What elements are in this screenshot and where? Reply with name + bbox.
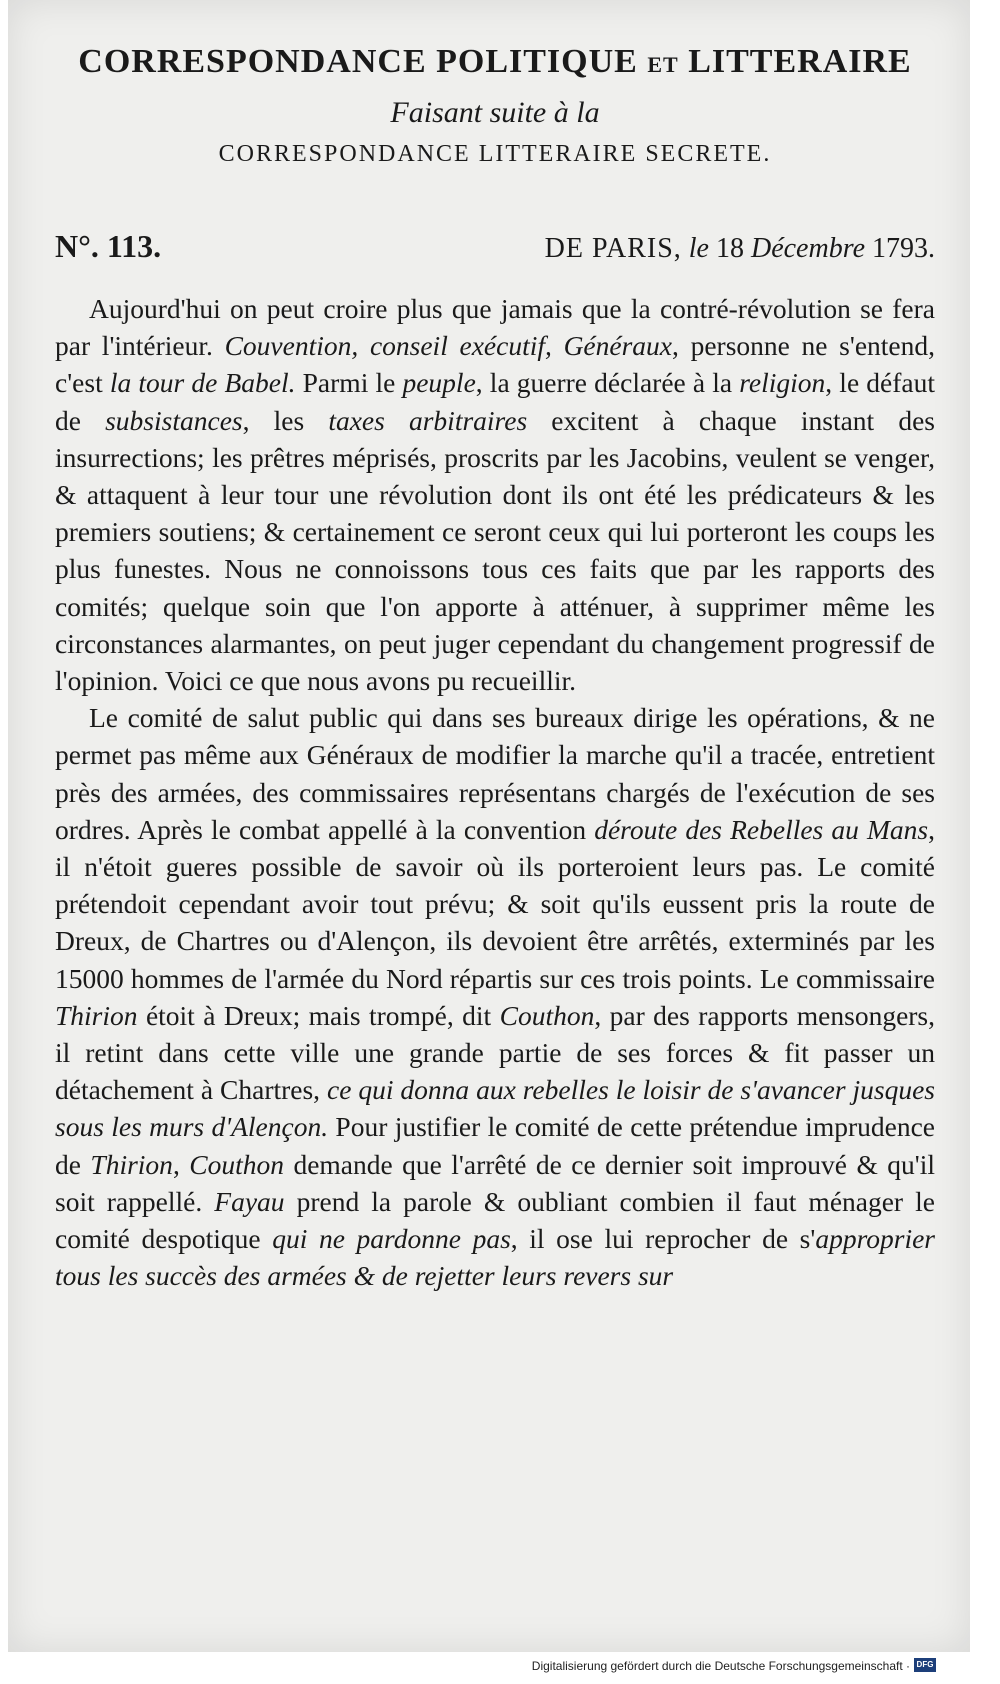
paragraph-1 bbox=[55, 290, 935, 699]
masthead-block bbox=[40, 40, 950, 171]
p1-text: excitent à chaque instant des insurrections; les prêtres méprisés, proscrits par les Jacobins, veulent se venger, & attaquent à leur tour une révolution dont ils ont été les prédicateurs & les premiers soutiens; & certainement ce seront ceux qui lui porteront les coups les plus funestes. Nous ne connoissons tous ces faits que par les rapports des comités; quelque soin que l'on apporte à atténuer, à supprimer même les circonstances alarmantes, on peut juger cependant du changement progressif de l'opinion. Voici ce que nous avons pu recueillir. bbox=[55, 404, 935, 697]
masthead-subtitle: Faisant suite à la bbox=[390, 96, 600, 129]
digitization-credit: Digitalisierung gefördert durch die Deutsche Forschungsgemeinschaft · bbox=[531, 1659, 910, 1673]
p2-text: prend la parole & oubliant combien il faut ménager le comité despotique bbox=[55, 1185, 935, 1255]
p1-italic: taxes arbitraires bbox=[328, 404, 528, 436]
p2-text: Le comité de salut public qui dans ses bureaux dirige les opérations, & ne permet pas même aux Généraux de modifier la marche qu'il a tracée, entretient près des armées, des commissaires représentans chargés de l'exécution de ses ordres. Après le combat appellé à la convention bbox=[55, 702, 935, 845]
p2-text: Pour justifier le comité de cette prétendue imprudence de bbox=[55, 1111, 935, 1180]
issue-line bbox=[55, 228, 935, 265]
p1-italic: religion bbox=[739, 367, 826, 399]
dfg-logo: DFG bbox=[914, 1658, 936, 1672]
p1-italic: la tour de Babel. bbox=[109, 367, 296, 399]
masthead-title bbox=[40, 40, 950, 87]
p2-text: , il n'étoit gueres possible de savoir où ils porteroient leurs pas. Le comité prétendoit cependant avoir tout prévu; & soit qu'ils eussent pris la route de Dreux, de Chartres ou d'Alençon, ils devoient être arrêtés, exterminés par les 15000 hommes de l'armée du Nord répartis sur ces trois points. Le commissaire bbox=[55, 813, 936, 994]
p2-italic: qui ne pardonne pas bbox=[272, 1223, 511, 1255]
p2-text: , il ose lui reprocher de s' bbox=[510, 1223, 816, 1255]
dateline-year: 1793. bbox=[872, 233, 935, 264]
p2-italic: déroute des Rebelles au Mans bbox=[594, 813, 929, 845]
p2-text: , bbox=[172, 1148, 190, 1180]
issue-number: N°. 113. bbox=[55, 228, 162, 264]
article-body bbox=[55, 290, 935, 1294]
masthead-et: ET bbox=[647, 52, 679, 77]
p2-italic: approprier tous les succès des armées & de rejetter leurs revers sur bbox=[55, 1223, 935, 1292]
dateline bbox=[545, 233, 935, 265]
p2-text: , par des rapports mensongers, il retint dans cette ville une grande partie de ses forces & fit passer un détachement à Chartres, bbox=[55, 999, 936, 1106]
masthead-end: LITTERAIRE bbox=[688, 43, 912, 80]
p2-italic: Fayau bbox=[214, 1185, 285, 1217]
dateline-day: 18 bbox=[715, 233, 744, 264]
masthead-subhead: CORRESPONDANCE LITTERAIRE SECRETE. bbox=[218, 141, 772, 167]
dateline-place: DE PARIS, bbox=[544, 233, 682, 264]
p1-italic: subsistances bbox=[105, 404, 243, 436]
p2-italic: Thirion bbox=[55, 999, 138, 1031]
p1-italic: peuple bbox=[402, 367, 476, 399]
dateline-month: Décembre bbox=[750, 233, 865, 264]
p2-italic: Couthon bbox=[499, 999, 595, 1031]
p2-italic: Thirion bbox=[90, 1148, 173, 1180]
dateline-le: le bbox=[688, 233, 709, 264]
paragraph-2 bbox=[55, 699, 935, 1294]
p1-italic: Couvention, conseil exécutif, Généraux bbox=[224, 330, 673, 362]
p1-text: Parmi le bbox=[295, 367, 403, 399]
p2-text: demande que l'arrêté de ce dernier soit improuvé & qu'il soit rappellé. bbox=[55, 1148, 936, 1217]
p1-text: , personne ne s'entend, c'est bbox=[55, 330, 936, 399]
masthead-main: CORRESPONDANCE POLITIQUE bbox=[78, 43, 638, 80]
p1-text: Aujourd'hui on peut croire plus que jamais que la contré-révolution se fera par l'intérieur. bbox=[55, 293, 935, 362]
p2-text: étoit à Dreux; mais trompé, dit bbox=[137, 999, 500, 1031]
p2-italic: Couthon bbox=[189, 1148, 284, 1180]
p1-text: , le défaut de bbox=[55, 367, 935, 436]
p1-text: , la guerre déclarée à la bbox=[475, 367, 740, 399]
p2-italic: ce qui donna aux rebelles le loisir de s'avancer jusques sous les murs d'Alençon. bbox=[55, 1074, 935, 1143]
p1-text: , les bbox=[242, 404, 329, 436]
